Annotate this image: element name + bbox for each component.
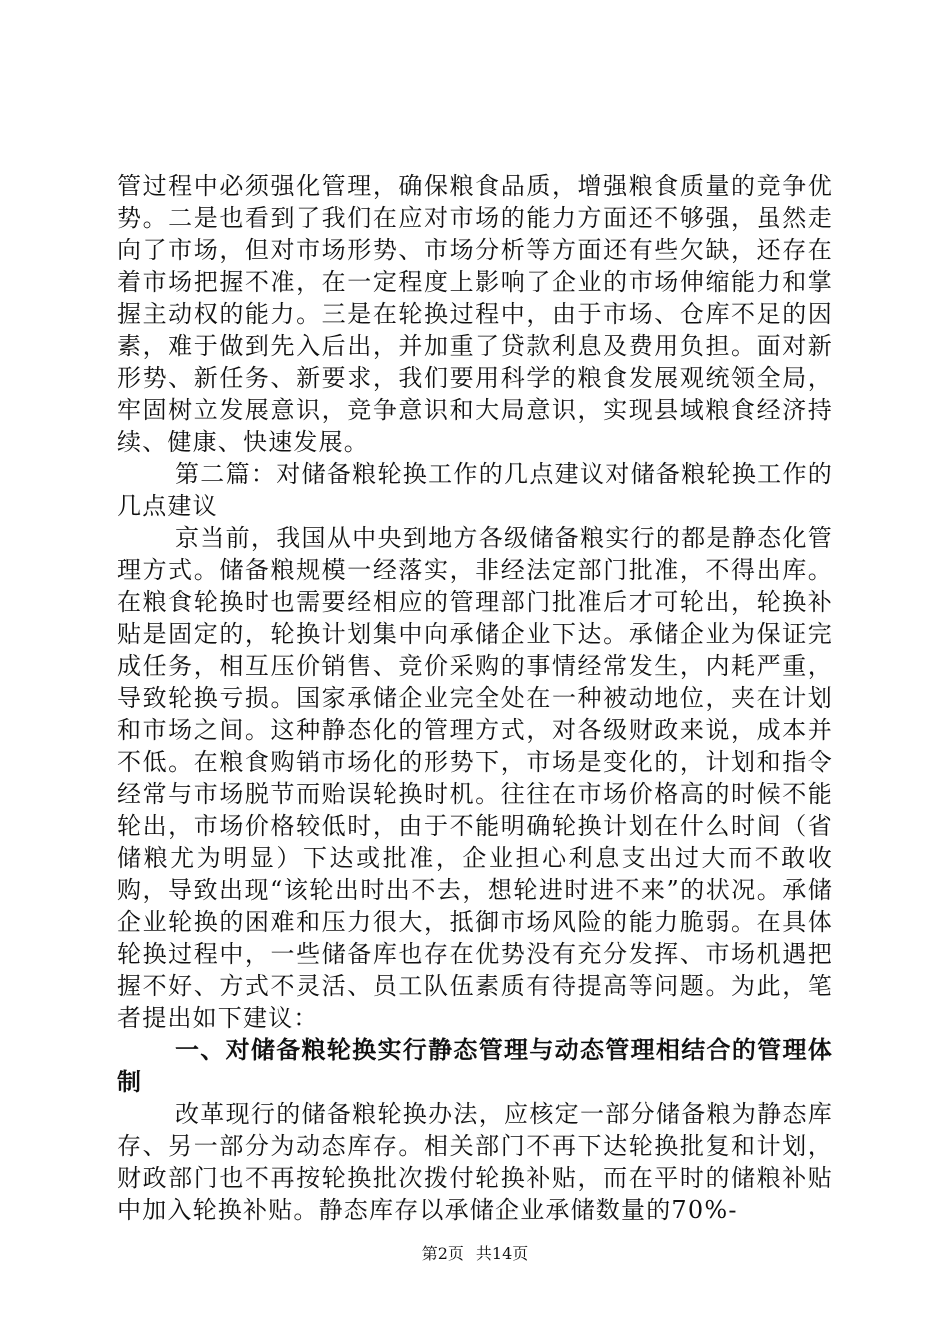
section-title-paragraph: 第二篇：对储备粮轮换工作的几点建议对储备粮轮换工作的几点建议: [117, 460, 833, 520]
page-total: 共14页: [475, 1244, 529, 1263]
body-paragraph-continued: 管过程中必须强化管理，确保粮食品质，增强粮食质量的竞争优势。二是也看到了我们在应对市场的能力方面还不够强，虽然走向了市场，但对市场形势、市场分析等方面还有些欠缺，还存在着市场把握不准，在一定程度上影响了企业的市场伸缩能力和掌握主动权的能力。三是在轮换过程中，由于市场、仓库不足的因素，难于做到先入后出，并加重了贷款利息及费用负担。面对新形势、新任务、新要求，我们要用科学的粮食发展观统领全局，牢固树立发展意识，竞争意识和大局意识，实现县域粮食经济持续、健康、快速发展。: [117, 172, 833, 456]
page-footer: [0, 1243, 950, 1265]
section-heading: 一、对储备粮轮换实行静态管理与动态管理相结合的管理体制: [117, 1036, 833, 1096]
document-body: [117, 170, 833, 1226]
body-paragraph: 京当前，我国从中央到地方各级储备粮实行的都是静态化管理方式。储备粮规模一经落实，非经法定部门批准，不得出库。在粮食轮换时也需要经相应的管理部门批准后才可轮出，轮换补贴是固定的，轮换计划集中向承储企业下达。承储企业为保证完成任务，相互压价销售、竞价采购的事情经常发生，内耗严重，导致轮换亏损。国家承储企业完全处在一种被动地位，夹在计划和市场之间。这种静态化的管理方式，对各级财政来说，成本并不低。在粮食购销市场化的形势下，市场是变化的，计划和指令经常与市场脱节而贻误轮换时机。往往在市场价格高的时候不能轮出，市场价格较低时，由于不能明确轮换计划在什么时间（省储粮尤为明显）下达或批准，企业担心利息支出过大而不敢收购，导致出现“该轮出时出不去，想轮进时进不来”的状况。承储企业轮换的困难和压力很大，抵御市场风险的能力脆弱。在具体轮换过程中，一些储备库也存在优势没有充分发挥、市场机遇把握不好、方式不灵活、员工队伍素质有待提高等问题。为此，笔者提出如下建议：: [117, 524, 833, 1032]
page-number: 第2页: [421, 1244, 464, 1263]
body-paragraph: 改革现行的储备粮轮换办法，应核定一部分储备粮为静态库存、另一部分为动态库存。相关部门不再下达轮换批复和计划，财政部门也不再按轮换批次拨付轮换补贴，而在平时的储粮补贴中加入轮换补贴。静态库存以承储企业承储数量的70%-: [117, 1100, 833, 1224]
